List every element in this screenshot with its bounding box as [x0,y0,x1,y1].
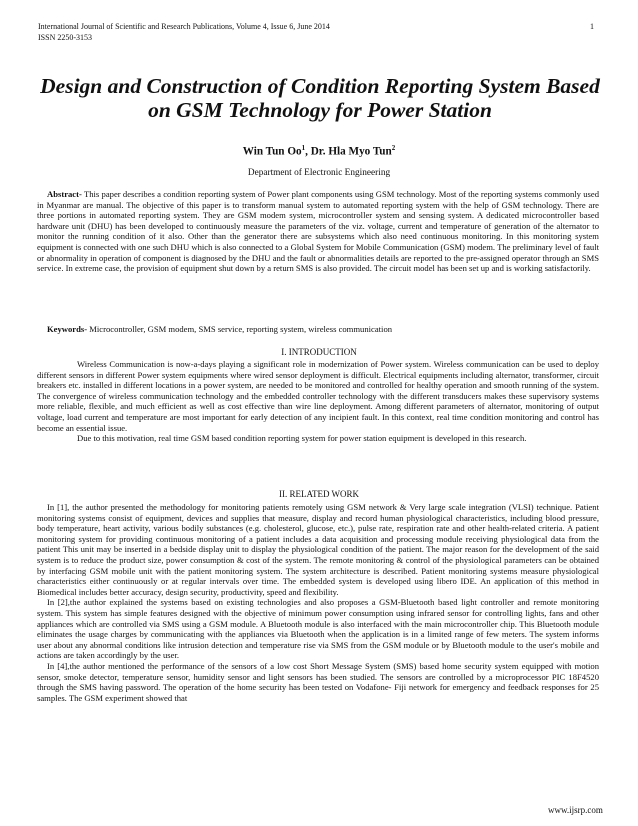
running-header [38,21,330,43]
paragraph: In [1], the author presented the methodology for monitoring patients remotely using GSM network & Very large scale integration (VLSI) technique. Patient monitoring systems consist of equipment, devices and supplies that measure, display and record human physiological characteristics, including blood pressure, body temperature, heart activity, various bodily substances (e.g. cholesterol, glucose, etc.), pulse rate, respiration rate and other health-related criteria. A patient monitoring system for providing continuous monitoring of a patient includes a data acquisition and processing module receiving physiological data from the patient This unit may be inserted in a bedside display unit to display the physiological condition of the patient. The major reason for the development of the said system is to reduce the product size, power consumption & cost of the system. The remote monitoring & control of the physiological parameters can be obtained by interfacing GSM mobile unit with the patient monitoring system. The system architecture is described. Patient monitoring systems measure physiological characteristics either continuously or at regular intervals over time. The embedded system is developed using libero IDE. An application of this method in Biomedical includes better accuracy, design security, productivity, speed and flexibility. [37,502,599,597]
page-number: 1 [590,22,594,31]
author-line [0,141,638,159]
abstract [37,189,599,274]
footer-url[interactable]: www.ijsrp.com [548,805,603,815]
journal-citation: International Journal of Scientific and Research Publications, Volume 4, Issue 6, June 2014 [38,22,330,31]
author-name: Win Tun Oo [242,145,302,158]
issn: ISSN 2250-3153 [38,33,93,42]
author-separator: , [305,145,311,158]
abstract-label: Abstract- [47,189,82,199]
paragraph: Wireless Communication is now-a-days playing a significant role in modernization of Power system. Wireless communication can be used to deploy different sensors in different Power system equipments where wired sensor deployment is difficult. Electrical equipments including alternator, transformer, circuit breakers etc. installed in different locations in a power system, are needed to be monitored and controlled for healthy operation and smooth running of the system. The convergence of wireless communication technology and the embedded controller technology with the different transducers makes these supervisory systems more reliable, flexible, and much efficient as well as cost effective than wire line deployment. Among different parameters of alternator, monitoring of output voltage, load current and temperature are most important for early detection of any incipient fault. In this context, real time condition monitoring and control has become an essential issue. [37,359,599,433]
keywords-label: Keywords- [47,324,88,334]
paragraph: In [2],the author explained the systems based on existing technologies and also proposes a GSM-Bluetooth based light controller and remote monitoring system. This system has simple features designed with the objective of minimum power consumption using infrared sensor for controlling lights, fans and other appliances which are controlled via SMS using a GSM module. A Bluetooth module is also interfaced with the main microcontroller chip. This Bluetooth module eliminates the usage charges by communicating with the appliances via Bluetooth when the application is in a limited range of few meters. The system informs user about any abnormal conditions like intrusion detection and temperature rise via SMS from the GSM module or by Bluetooth module to the user's mobile and actions are taken accordingly by the user. [37,597,599,661]
section-introduction [37,359,599,444]
keywords-text: Microcontroller, GSM modem, SMS service, reporting system, wireless communication [87,324,393,334]
department: Department of Electronic Engineering [247,168,391,178]
paper-title: Design and Construction of Condition Reporting System Based on GSM Technology for Power Station [40,74,600,122]
affiliation-mark: 1 [301,144,306,152]
paragraph: Due to this motivation, real time GSM based condition reporting system for power station equipment is developed in this research. [77,433,527,444]
affiliation-mark: 2 [391,144,396,152]
keywords [37,324,599,335]
abstract-text: This paper describes a condition reporting system of Power plant components using GSM technology. Most of the reporting systems commonly used in Myanmar are manual. The objective of this paper is to transform manual system to automated reporting system with the help of GSM technology. There are three portions in automated reporting system. They are GSM modem system, microcontroller system and sensing system. A dedicated microcontroller based hardware unit (DHU) has been developed to continuously measure the parameters of the viz. voltage, current and temperature of generation of the alternator to monitor the running condition of it also. Other than the generator there are subsystems which also need continuous monitoring. In this monitoring system equipment is connected with one such DHU which is also connected to a Global System for Mobile Communication (GSM) modem. The preliminary level of fault or abnormality in operation of component is diagnosed by the DHU and the fault or abnormalities details are reported to the pre-assigned operator through an SMS service. In extreme case, the provision of equipment shut down by a return SMS is also provided. The circuit model has been set up and is working satisfactorily. [37,189,599,274]
paragraph: In [4],the author mentioned the performance of the sensors of a low cost Short Message System (SMS) based home security system equipped with motion sensor, smoke detector, temperature sensor, humidity sensor and light sensors has been studied. The sensors are controlled by a microprocessor PIC 18F4520 through the SMS having password. The operation of the home security has been tested on Vodafone- Fiji network for emergency and feedback responses for 25 samples. The GSM experiment showed that [37,660,599,703]
section-related-work [37,502,599,703]
author-name: Dr. Hla Myo Tun [310,145,392,158]
section-heading: I. INTRODUCTION [281,347,357,357]
section-heading: II. RELATED WORK [278,489,360,499]
